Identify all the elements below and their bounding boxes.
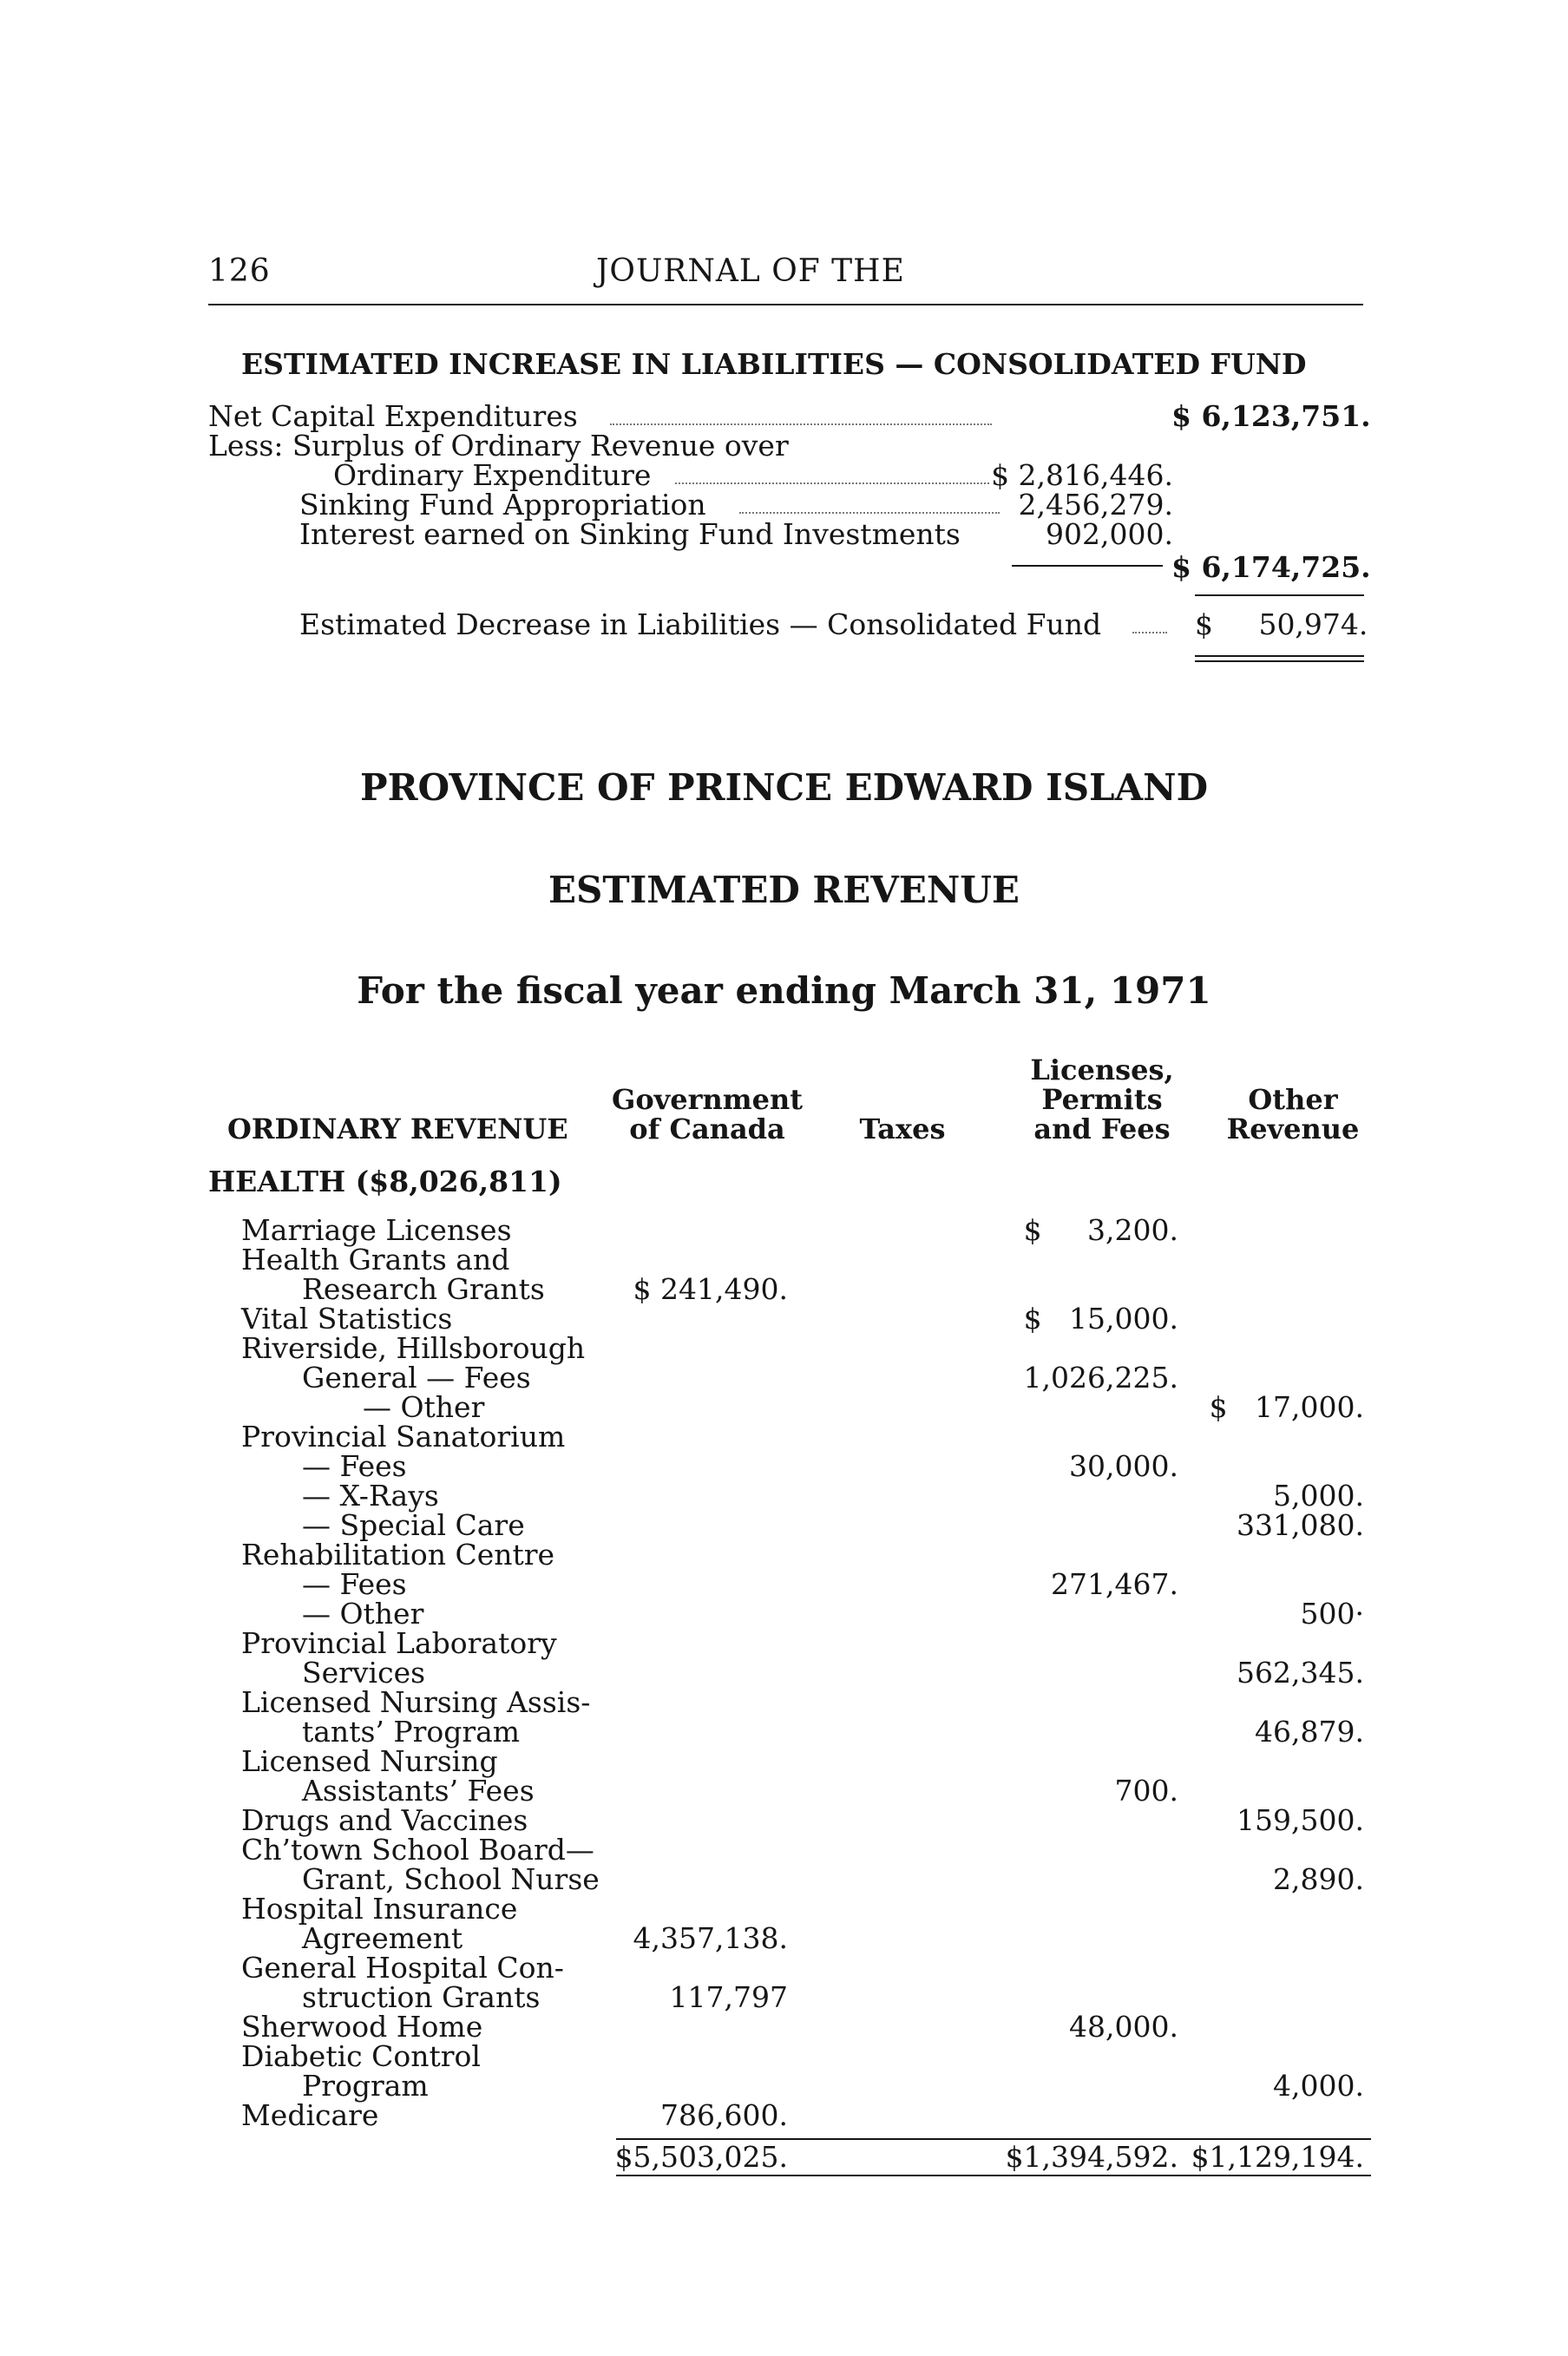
province-title: PROVINCE OF PRINCE EDWARD ISLAND [360,766,1208,809]
row-label: Riverside, Hillsborough [241,1331,586,1365]
row-label: General Hospital Con- [241,1951,564,1985]
row-label: General — Fees [302,1361,531,1395]
dot-leader [739,512,1000,514]
row-label: Health Grants and [241,1243,510,1276]
revenue-title: ESTIMATED REVENUE [548,869,1020,911]
row-label: Sherwood Home [241,2010,483,2044]
row-value-other: 500· [1300,1597,1364,1631]
total-government: $5,503,025. [614,2140,788,2174]
header-line: Revenue [1226,1112,1360,1145]
total-rule [1195,594,1364,596]
row-value-lic: 700. [1114,1774,1178,1808]
col-header-taxes: Taxes [859,1112,946,1145]
row-value-other: 562,345. [1237,1656,1364,1690]
row-label: — Special Care [302,1508,525,1542]
row-value-other: 2,890. [1273,1862,1364,1896]
row-label: — Other [302,1597,424,1631]
row-label: Grant, School Nurse [302,1862,600,1896]
row-value-lic: $ 15,000. [1023,1302,1178,1336]
less-total-value: $ 6,174,725. [1171,550,1371,584]
row-label: Provincial Sanatorium [241,1420,566,1454]
row-value-gov: 117,797 [669,1980,788,2014]
row-value-other: 159,500. [1237,1803,1364,1837]
page-number: 126 [208,253,271,289]
col-header-licenses [1007,1055,1197,1144]
header-line: Licenses, [1030,1053,1174,1086]
net-capital-label: Net Capital Expenditures [208,399,578,433]
row-label: Ch’town School Board— [241,1833,594,1867]
row-label: Vital Statistics [241,1302,453,1336]
row-value-lic: 30,000. [1069,1449,1178,1483]
subtotal-rule [1012,565,1163,567]
header-line: Permits [1041,1083,1163,1116]
row-label: Hospital Insurance [241,1892,518,1926]
row-value-lic: 1,026,225. [1023,1361,1178,1395]
row-label: Program [302,2069,429,2103]
sinking-value: 2,456,279. [1018,488,1173,522]
row-value-lic: $ 3,200. [1023,1213,1178,1247]
row-label: Licensed Nursing Assis- [241,1685,591,1719]
double-rule-bottom [1195,660,1364,662]
running-title: JOURNAL OF THE [596,253,905,289]
double-rule-top [1195,655,1364,657]
col-header-other [1215,1085,1371,1144]
row-value-other: 4,000. [1273,2069,1364,2103]
row-label: Agreement [302,1921,463,1955]
row-label: Research Grants [302,1272,545,1306]
row-value-other: 5,000. [1273,1479,1364,1513]
row-label: Medicare [241,2098,379,2132]
row-label: — Other [363,1390,485,1424]
liabilities-title: ESTIMATED INCREASE IN LIABILITIES — CONSOLIDATED FUND [241,347,1307,381]
row-label: Services [302,1656,426,1690]
row-value-other: 331,080. [1237,1508,1364,1542]
fiscal-period: For the fiscal year ending March 31, 1971 [357,969,1211,1012]
row-label: struction Grants [302,1980,541,2014]
header-line: Government [611,1083,803,1116]
col-header-government [607,1085,807,1144]
row-label: Licensed Nursing [241,1744,498,1778]
ordinary-exp-value: $ 2,816,446. [991,458,1173,492]
header-line: of Canada [629,1112,785,1145]
total-other: $1,129,194. [1191,2140,1364,2174]
decrease-value: $ 50,974. [1195,607,1368,641]
row-value-lic: 48,000. [1069,2010,1178,2044]
row-value-other: $ 17,000. [1209,1390,1364,1424]
row-label: Marriage Licenses [241,1213,512,1247]
ordinary-exp-label: Ordinary Expenditure [333,458,652,492]
col-header-label: ORDINARY REVENUE [227,1112,568,1145]
dot-leader [675,482,989,484]
dot-leader [1132,632,1167,633]
row-label: tants’ Program [302,1715,521,1749]
row-value-lic: 271,467. [1051,1567,1178,1601]
total-licenses: $1,394,592. [1005,2140,1178,2174]
row-value-other: 46,879. [1255,1715,1364,1749]
less-label: Less: Surplus of Ordinary Revenue over [208,429,789,463]
net-capital-value: $ 6,123,751. [1171,399,1371,433]
row-value-gov: 786,600. [660,2098,788,2132]
sinking-label: Sinking Fund Appropriation [299,488,706,522]
section-title-health: HEALTH ($8,026,811) [208,1165,562,1198]
header-rule [208,304,1363,305]
totals-rule-bottom [616,2175,1371,2176]
row-label: — Fees [302,1449,407,1483]
row-label: Drugs and Vaccines [241,1803,528,1837]
decrease-label: Estimated Decrease in Liabilities — Consolidated Fund [299,607,1102,641]
row-value-gov: 4,357,138. [633,1921,788,1955]
row-label: Assistants’ Fees [302,1774,535,1808]
interest-label: Interest earned on Sinking Fund Investments [299,517,961,551]
header-line: Other [1248,1083,1338,1116]
row-value-gov: $ 241,490. [633,1272,788,1306]
row-label: — X-Rays [302,1479,439,1513]
row-label: Rehabilitation Centre [241,1538,555,1572]
row-label: Provincial Laboratory [241,1626,557,1660]
dot-leader [610,423,992,425]
interest-value: 902,000. [1046,517,1173,551]
row-label: Diabetic Control [241,2039,481,2073]
header-line: and Fees [1033,1112,1171,1145]
row-label: — Fees [302,1567,407,1601]
